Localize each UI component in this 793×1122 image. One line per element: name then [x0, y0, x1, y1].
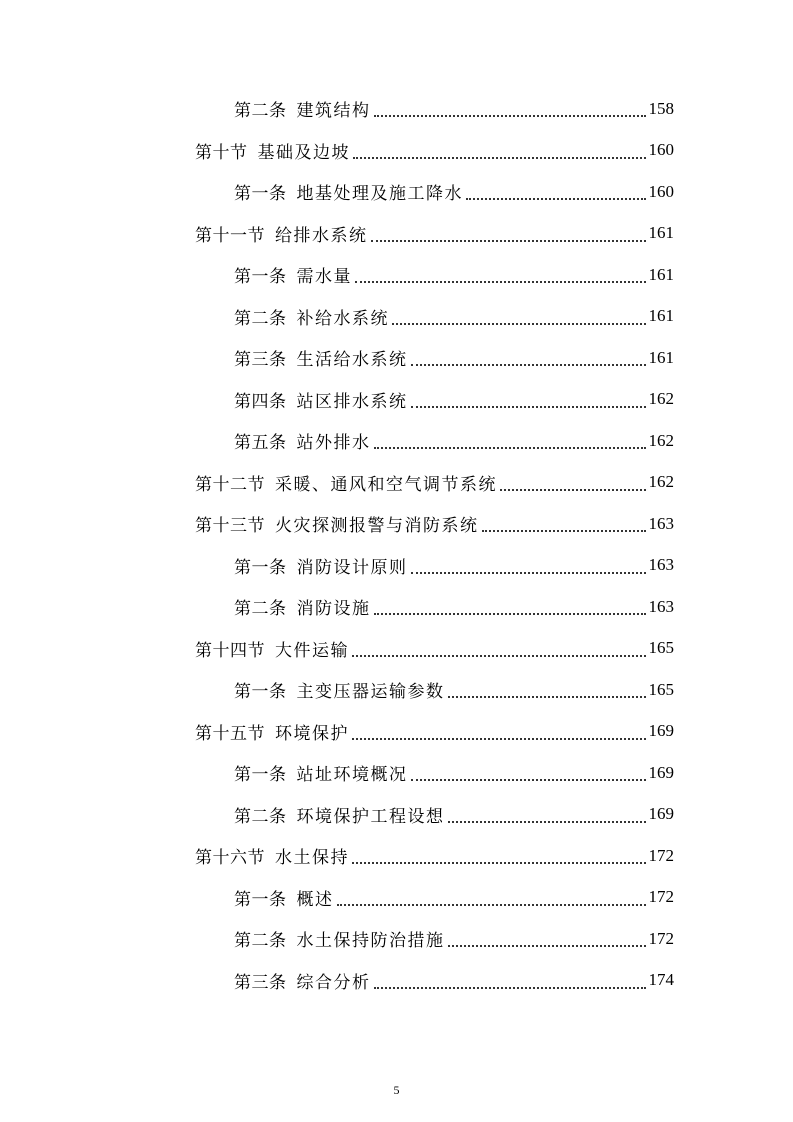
toc-article-entry[interactable] [0, 794, 793, 836]
toc-entry-prefix: 第一条 [234, 267, 287, 288]
toc-dot-leader [337, 903, 646, 906]
toc-entry-page: 169 [648, 762, 674, 782]
toc-entry-page: 174 [648, 970, 674, 990]
toc-entry-page: 172 [648, 845, 674, 865]
toc-entry-page: 161 [648, 347, 674, 367]
toc-entry-prefix: 第五条 [234, 433, 287, 454]
toc-section-entry[interactable] [0, 462, 793, 504]
toc-entry-title: 采暖、通风和空气调节系统 [275, 474, 497, 495]
toc-article-entry[interactable] [0, 877, 793, 919]
toc-entry-prefix: 第十节 [195, 142, 248, 163]
toc-entry-title: 给排水系统 [275, 225, 368, 246]
toc-entry-page: 162 [648, 472, 674, 492]
page-number: 5 [393, 1083, 400, 1097]
toc-entry-title: 综合分析 [296, 972, 371, 993]
toc-entry-page: 161 [648, 223, 674, 243]
toc-dot-leader [448, 695, 646, 698]
toc-article-entry[interactable] [0, 545, 793, 587]
toc-dot-leader [374, 612, 646, 615]
toc-article-entry[interactable] [0, 960, 793, 1002]
toc-article-entry[interactable] [0, 752, 793, 794]
toc-entry-title: 站区排水系统 [296, 391, 408, 412]
toc-section-entry[interactable] [0, 130, 793, 172]
toc-entry-prefix: 第十六节 [195, 848, 265, 869]
toc-article-entry[interactable] [0, 918, 793, 960]
toc-entry-prefix: 第十三节 [195, 516, 265, 537]
toc-entry-page: 162 [648, 430, 674, 450]
toc-entry-page: 165 [648, 679, 674, 699]
toc-entry-prefix: 第一条 [234, 557, 287, 578]
toc-entry-title: 大件运输 [275, 640, 349, 661]
toc-section-entry[interactable] [0, 628, 793, 670]
toc-entry-title: 水土保持防治措施 [296, 931, 445, 952]
toc-entry-page: 169 [648, 804, 674, 824]
toc-dot-leader [411, 778, 646, 781]
toc-entry-prefix: 第十二节 [195, 474, 265, 495]
toc-entry-page: 163 [648, 513, 674, 533]
toc-dot-leader [448, 820, 646, 823]
toc-entry-title: 建筑结构 [296, 101, 371, 122]
toc-dot-leader [411, 363, 646, 366]
toc-dot-leader [411, 405, 646, 408]
toc-entry-title: 基础及边坡 [257, 142, 350, 163]
toc-article-entry[interactable] [0, 420, 793, 462]
toc-entry-prefix: 第二条 [234, 308, 287, 329]
toc-entry-prefix: 第二条 [234, 806, 287, 827]
toc-entry-prefix: 第一条 [234, 765, 287, 786]
toc-section-entry[interactable] [0, 835, 793, 877]
table-of-contents [0, 88, 793, 1001]
toc-article-entry[interactable] [0, 337, 793, 379]
toc-entry-page: 172 [648, 887, 674, 907]
toc-entry-page: 163 [648, 555, 674, 575]
toc-entry-title: 站外排水 [296, 433, 371, 454]
toc-entry-page: 172 [648, 928, 674, 948]
toc-dot-leader [355, 280, 646, 283]
toc-section-entry[interactable] [0, 503, 793, 545]
toc-entry-prefix: 第十四节 [195, 640, 265, 661]
toc-entry-prefix: 第一条 [234, 184, 287, 205]
toc-entry-prefix: 第十五节 [195, 723, 265, 744]
toc-article-entry[interactable] [0, 379, 793, 421]
toc-entry-title: 地基处理及施工降水 [296, 184, 463, 205]
toc-entry-page: 169 [648, 721, 674, 741]
toc-dot-leader [353, 156, 646, 159]
toc-entry-title: 火灾探测报警与消防系统 [275, 516, 479, 537]
toc-entry-page: 161 [648, 264, 674, 284]
toc-entry-prefix: 第一条 [234, 682, 287, 703]
toc-article-entry[interactable] [0, 296, 793, 338]
toc-entry-prefix: 第二条 [234, 599, 287, 620]
toc-article-entry[interactable] [0, 669, 793, 711]
toc-dot-leader [374, 986, 646, 989]
toc-dot-leader [411, 571, 646, 574]
toc-entry-title: 补给水系统 [296, 308, 389, 329]
toc-entry-title: 主变压器运输参数 [296, 682, 445, 703]
toc-entry-title: 生活给水系统 [296, 350, 408, 371]
toc-dot-leader [392, 322, 646, 325]
toc-article-entry[interactable] [0, 254, 793, 296]
toc-dot-leader [371, 239, 646, 242]
toc-dot-leader [500, 488, 646, 491]
toc-dot-leader [352, 861, 646, 864]
toc-entry-prefix: 第三条 [234, 972, 287, 993]
toc-entry-prefix: 第二条 [234, 101, 287, 122]
toc-article-entry[interactable] [0, 586, 793, 628]
toc-dot-leader [482, 529, 646, 532]
toc-entry-title: 站址环境概况 [296, 765, 408, 786]
toc-entry-page: 162 [648, 389, 674, 409]
toc-entry-page: 160 [648, 181, 674, 201]
toc-dot-leader [352, 737, 646, 740]
toc-dot-leader [352, 654, 646, 657]
toc-entry-title: 需水量 [296, 267, 352, 288]
toc-entry-prefix: 第一条 [234, 889, 287, 910]
toc-entry-page: 160 [648, 140, 674, 160]
toc-entry-title: 消防设计原则 [296, 557, 408, 578]
toc-dot-leader [374, 114, 646, 117]
toc-article-entry[interactable] [0, 88, 793, 130]
toc-entry-prefix: 第四条 [234, 391, 287, 412]
toc-entry-title: 环境保护工程设想 [296, 806, 445, 827]
toc-entry-prefix: 第三条 [234, 350, 287, 371]
toc-section-entry[interactable] [0, 711, 793, 753]
toc-article-entry[interactable] [0, 171, 793, 213]
toc-entry-page: 165 [648, 638, 674, 658]
toc-entry-title: 水土保持 [275, 848, 349, 869]
toc-entry-prefix: 第二条 [234, 931, 287, 952]
toc-entry-title: 环境保护 [275, 723, 349, 744]
toc-dot-leader [466, 197, 646, 200]
toc-entry-page: 161 [648, 306, 674, 326]
toc-dot-leader [448, 944, 646, 947]
toc-entry-prefix: 第十一节 [195, 225, 265, 246]
toc-entry-title: 概述 [296, 889, 334, 910]
toc-dot-leader [374, 446, 646, 449]
toc-entry-page: 158 [648, 98, 674, 118]
toc-entry-title: 消防设施 [296, 599, 371, 620]
toc-section-entry[interactable] [0, 213, 793, 255]
toc-entry-page: 163 [648, 596, 674, 616]
